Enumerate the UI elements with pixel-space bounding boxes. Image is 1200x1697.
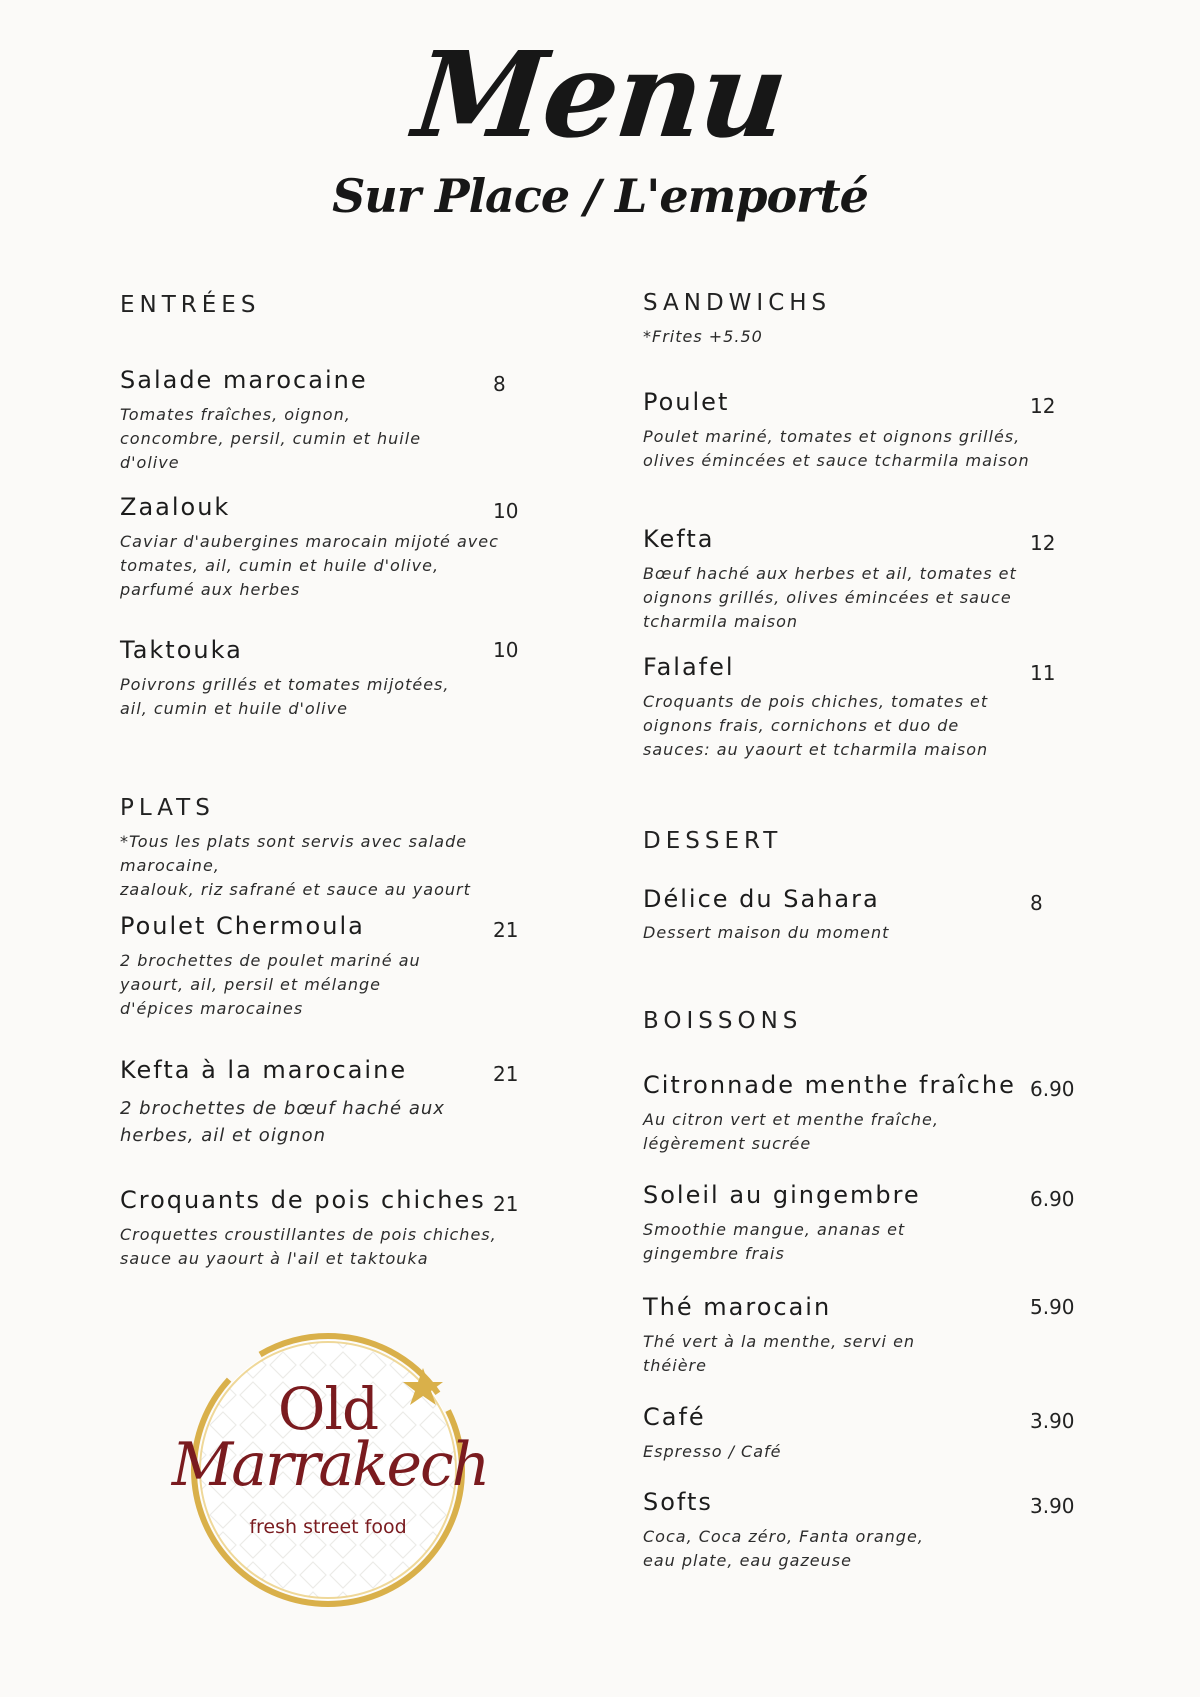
item-name: Thé marocain (643, 1293, 832, 1321)
logo-tagline: fresh street food (249, 1516, 407, 1538)
section-heading-entrees: ENTRÉES (120, 292, 261, 318)
description-line: 2 brochettes de bœuf haché aux (120, 1098, 445, 1119)
description-line: Poulet mariné, tomates et oignons grillés, (643, 427, 1021, 446)
item-description (643, 1525, 924, 1573)
description-line: oignons grillés, olives émincées et sauce (643, 588, 1012, 607)
logo-text-old: Old (277, 1375, 379, 1443)
sandwichs-note: *Frites +5.50 (643, 327, 763, 346)
description-line: tcharmila maison (643, 612, 799, 631)
right-column (643, 0, 1083, 1697)
item-price: 8 (493, 372, 506, 396)
plats-note (120, 830, 540, 902)
item-description (120, 949, 421, 1021)
item-name: Croquants de pois chiches (120, 1186, 486, 1214)
description-line: légèrement sucrée (643, 1134, 812, 1153)
logo-text-marrakech: Marrakech (171, 1430, 489, 1500)
description-line: sauce au yaourt à l'ail et taktouka (120, 1249, 429, 1268)
item-price: 10 (493, 499, 519, 523)
item-description (643, 921, 889, 945)
item-description (120, 403, 421, 475)
description-line: tomates, ail, cumin et huile d'olive, (120, 556, 440, 575)
description-line: Tomates fraîches, oignon, (120, 405, 351, 424)
description-line: olives émincées et sauce tcharmila maison (643, 451, 1030, 470)
description-line: théière (643, 1356, 707, 1375)
item-name: Salade marocaine (120, 366, 368, 394)
item-description (120, 530, 499, 602)
note-line: *Tous les plats sont servis avec salade marocaine, (120, 832, 468, 875)
description-line: eau plate, eau gazeuse (643, 1551, 852, 1570)
note-line: zaalouk, riz safrané et sauce au yaourt (120, 880, 471, 899)
description-line: Caviar d'aubergines marocain mijoté avec (120, 532, 499, 551)
description-line: Coca, Coca zéro, Fanta orange, (643, 1527, 924, 1546)
description-line: Au citron vert et menthe fraîche, (643, 1110, 939, 1129)
section-heading-plats: PLATS (120, 795, 215, 821)
item-description (643, 1440, 782, 1464)
item-name: Falafel (643, 653, 735, 681)
item-description (120, 673, 449, 721)
item-description (643, 1330, 915, 1378)
item-name: Café (643, 1403, 706, 1431)
description-line: parfumé aux herbes (120, 580, 301, 599)
menu-subtitle: Sur Place / L'emporté (332, 169, 868, 223)
item-name: Poulet (643, 388, 730, 416)
description-line: gingembre frais (643, 1244, 785, 1263)
old-marrakech-logo (171, 1320, 489, 1620)
description-line: Bœuf haché aux herbes et ail, tomates et (643, 564, 1017, 583)
item-name: Délice du Sahara (643, 885, 880, 913)
menu-title: Menu (408, 25, 792, 164)
item-description (643, 425, 1030, 473)
item-price: 8 (1030, 891, 1043, 915)
item-name: Kefta à la marocaine (120, 1056, 408, 1084)
item-price: 10 (493, 638, 519, 662)
item-name: Zaalouk (120, 493, 231, 521)
item-description (643, 690, 988, 762)
description-line: yaourt, ail, persil et mélange (120, 975, 382, 994)
item-description (643, 562, 1017, 634)
item-price: 21 (493, 1062, 519, 1086)
description-line: Dessert maison du moment (643, 923, 890, 942)
item-description (643, 1218, 905, 1266)
item-description (643, 1108, 939, 1156)
description-line: sauces: au yaourt et tcharmila maison (643, 740, 989, 759)
item-price: 5.90 (1030, 1295, 1075, 1319)
item-price: 6.90 (1030, 1187, 1075, 1211)
item-price: 12 (1030, 531, 1056, 555)
item-price: 11 (1030, 661, 1056, 685)
description-line: Croquettes croustillantes de pois chiches, (120, 1225, 497, 1244)
section-heading-boissons: BOISSONS (643, 1008, 803, 1034)
item-name: Soleil au gingembre (643, 1181, 921, 1209)
item-name: Poulet Chermoula (120, 912, 365, 940)
description-line: Croquants de pois chiches, tomates et (643, 692, 989, 711)
item-price: 21 (493, 918, 519, 942)
item-price: 6.90 (1030, 1077, 1075, 1101)
item-price: 12 (1030, 394, 1056, 418)
item-description (120, 1223, 497, 1271)
item-name: Softs (643, 1488, 713, 1516)
description-line: d'olive (120, 453, 180, 472)
item-price: 21 (493, 1192, 519, 1216)
item-name: Taktouka (120, 636, 243, 664)
description-line: Espresso / Café (643, 1442, 782, 1461)
section-heading-sandwichs: SANDWICHS (643, 290, 832, 316)
description-line: herbes, ail et oignon (120, 1125, 327, 1146)
item-price: 3.90 (1030, 1409, 1075, 1433)
item-name: Citronnade menthe fraîche (643, 1071, 1016, 1099)
description-line: concombre, persil, cumin et huile (120, 429, 422, 448)
item-description (120, 1095, 445, 1149)
description-line: Smoothie mangue, ananas et (643, 1220, 906, 1239)
item-name: Kefta (643, 525, 715, 553)
description-line: Poivrons grillés et tomates mijotées, (120, 675, 450, 694)
description-line: oignons frais, cornichons et duo de (643, 716, 960, 735)
item-price: 3.90 (1030, 1494, 1075, 1518)
description-line: d'épices marocaines (120, 999, 304, 1018)
description-line: 2 brochettes de poulet mariné au (120, 951, 421, 970)
description-line: Thé vert à la menthe, servi en (643, 1332, 916, 1351)
section-heading-dessert: DESSERT (643, 828, 783, 854)
description-line: ail, cumin et huile d'olive (120, 699, 348, 718)
